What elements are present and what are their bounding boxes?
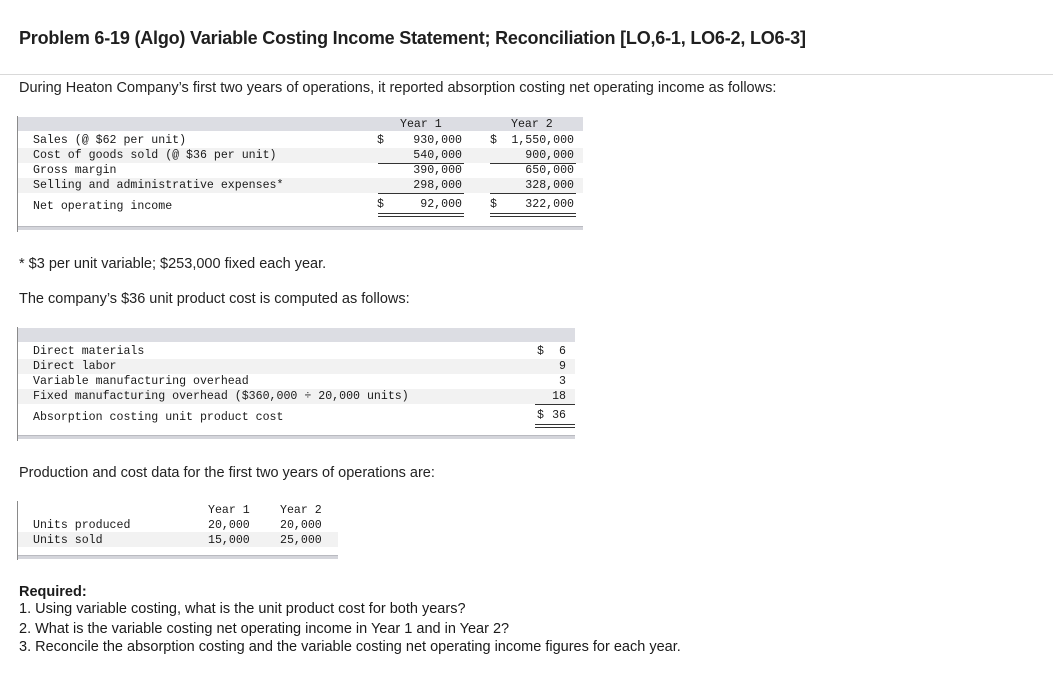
income-row-label: Net operating income: [33, 200, 173, 213]
cost-row-label: Direct materials: [33, 345, 145, 358]
cost-row-label: Fixed manufacturing overhead ($360,000 ÷ 20,000 units): [33, 390, 409, 403]
income-year2-value: 650,000: [525, 164, 574, 177]
income-year2-value: 900,000: [525, 149, 574, 162]
income-dollar: $: [377, 198, 384, 211]
income-year2-value: 328,000: [525, 179, 574, 192]
cost-dollar: $: [537, 345, 544, 358]
cost-row-label: Direct labor: [33, 360, 117, 373]
required-item-3: 3. Reconcile the absorption costing and the variable costing net operating income figures for each year.: [19, 639, 681, 655]
income-dollar: $: [490, 134, 497, 147]
required-item-2: 2. What is the variable costing net operating income in Year 1 and in Year 2?: [19, 621, 510, 637]
income-year1-value: 390,000: [413, 164, 462, 177]
production-header-year1: Year 1: [208, 504, 250, 517]
production-row-label: Units produced: [33, 519, 131, 532]
production-year1-value: 20,000: [208, 519, 250, 532]
income-year1-value: 540,000: [413, 149, 462, 162]
production-header-year2: Year 2: [280, 504, 322, 517]
income-year1-value: 298,000: [413, 179, 462, 192]
income-year2-value: 1,550,000: [511, 134, 574, 147]
required-item-1: 1. Using variable costing, what is the unit product cost for both years?: [19, 601, 466, 617]
income-dollar: $: [490, 198, 497, 211]
cost-value: 6: [559, 345, 566, 358]
income-year1-value: 92,000: [420, 198, 462, 211]
unit-cost-intro: The company’s $36 unit product cost is computed as follows:: [19, 291, 410, 307]
income-year2-value: 322,000: [525, 198, 574, 211]
income-row-label: Selling and administrative expenses*: [33, 179, 284, 192]
income-header-year1: Year 1: [400, 118, 442, 131]
income-header-year2: Year 2: [511, 118, 553, 131]
production-year2-value: 25,000: [280, 534, 322, 547]
cost-value: 36: [552, 409, 566, 422]
footnote: * $3 per unit variable; $253,000 fixed each year.: [19, 256, 327, 272]
cost-value: 18: [552, 390, 566, 403]
intro-text: During Heaton Company’s first two years of operations, it reported absorption costing net operating income as follows:: [19, 80, 777, 96]
income-row-label: Sales (@ $62 per unit): [33, 134, 187, 147]
income-year1-value: 930,000: [413, 134, 462, 147]
production-intro: Production and cost data for the first two years of operations are:: [19, 465, 435, 481]
cost-row-label: Absorption costing unit product cost: [33, 411, 284, 424]
title-divider: [0, 74, 1053, 75]
required-heading: Required:: [19, 584, 87, 600]
cost-value: 3: [559, 375, 566, 388]
cost-row-label: Variable manufacturing overhead: [33, 375, 249, 388]
production-year2-value: 20,000: [280, 519, 322, 532]
production-row-label: Units sold: [33, 534, 103, 547]
income-dollar: $: [377, 134, 384, 147]
production-year1-value: 15,000: [208, 534, 250, 547]
cost-value: 9: [559, 360, 566, 373]
income-row-label: Gross margin: [33, 164, 117, 177]
cost-dollar: $: [537, 409, 544, 422]
page-title: Problem 6-19 (Algo) Variable Costing Income Statement; Reconciliation [LO,6-1, LO6-2, LO6-3]: [19, 28, 806, 48]
income-row-label: Cost of goods sold (@ $36 per unit): [33, 149, 277, 162]
